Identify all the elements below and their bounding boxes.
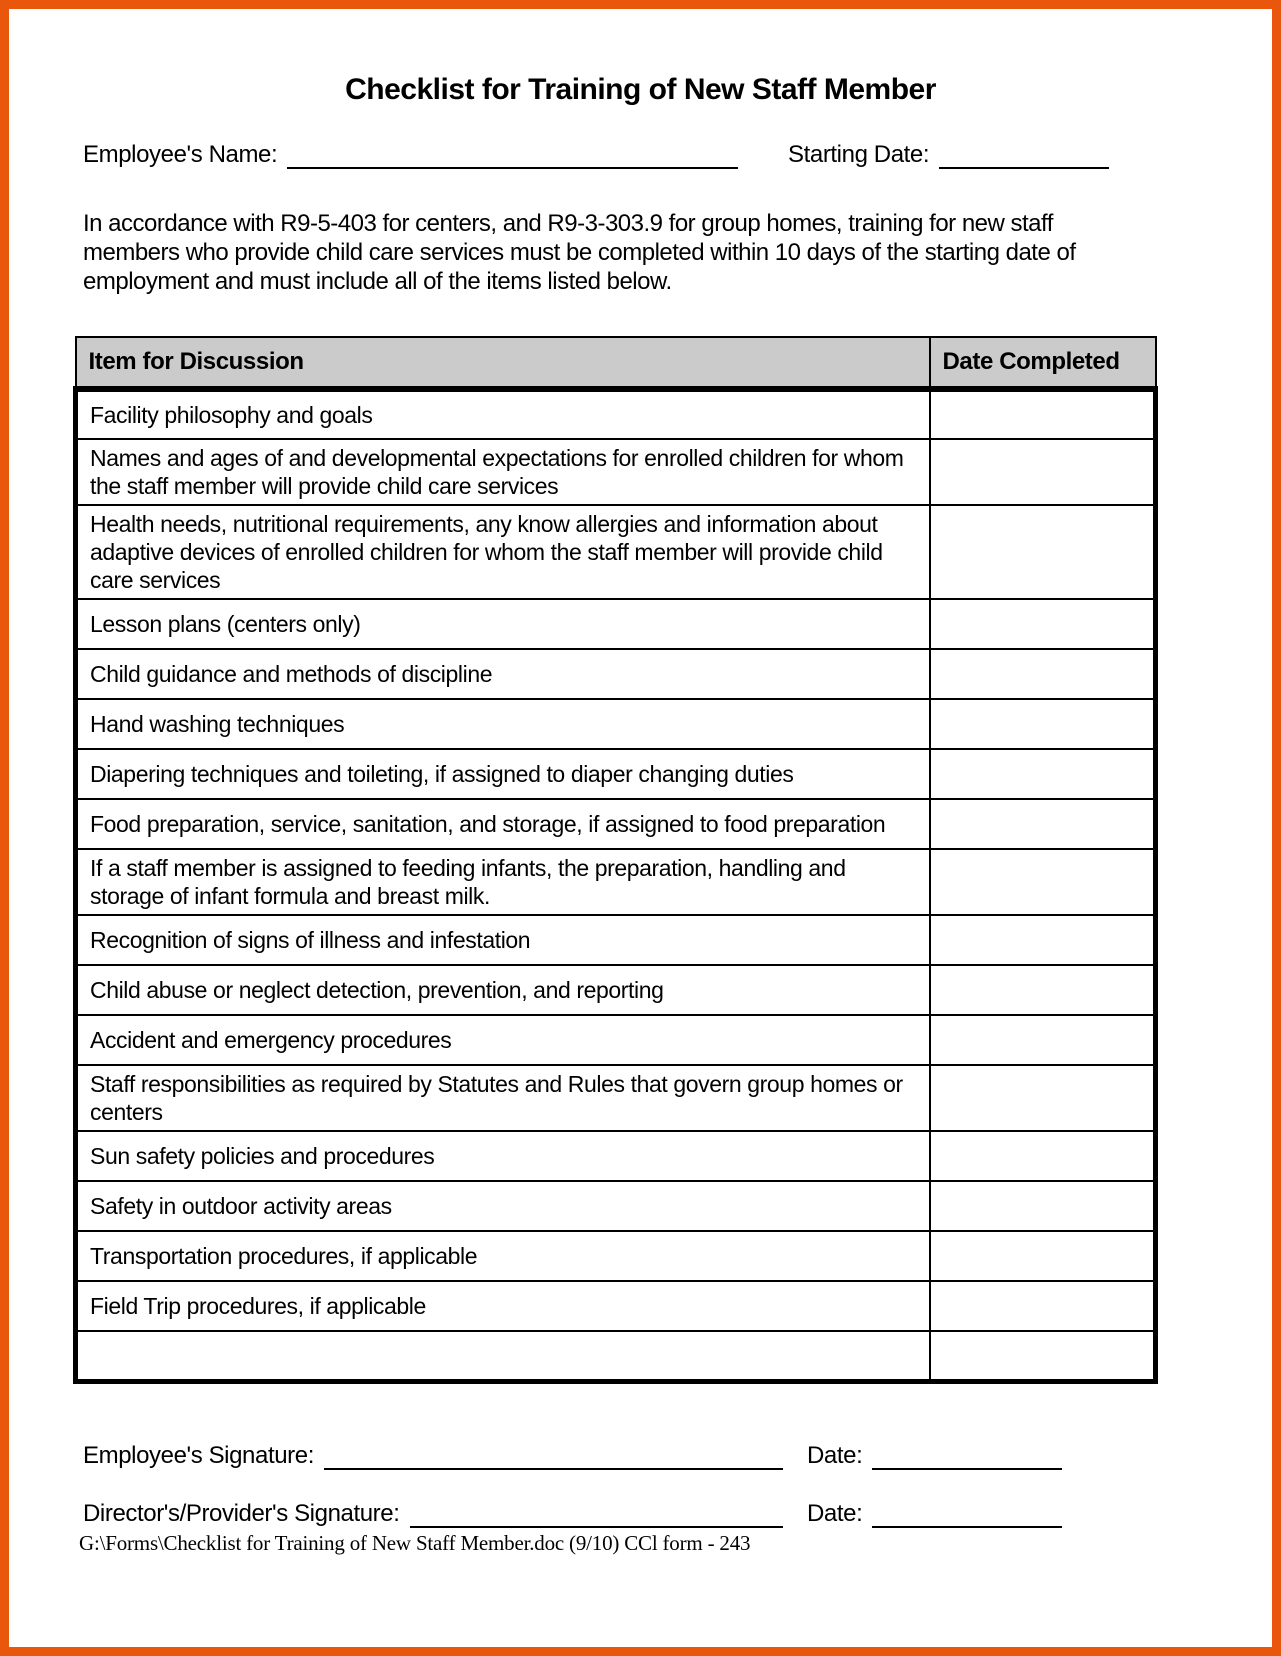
employee-name-label: Employee's Name: [83,141,278,168]
item-cell: Food preparation, service, sanitation, and storage, if assigned to food preparation [76,799,930,849]
date-completed-cell[interactable] [930,799,1156,849]
table-row [76,1131,1156,1181]
item-cell: Facility philosophy and goals [76,389,930,439]
table-header-row [76,337,1156,389]
form-content [9,73,1272,1556]
date-completed-cell[interactable] [930,1015,1156,1065]
table-row-empty [76,1331,1156,1381]
item-cell: Child guidance and methods of discipline [76,649,930,699]
date-completed-cell[interactable] [930,749,1156,799]
director-signature-date-group [807,1500,1062,1528]
date-completed-header: Date Completed [930,337,1156,389]
item-cell: Accident and emergency procedures [76,1015,930,1065]
table-row [76,915,1156,965]
date-completed-cell[interactable] [930,1131,1156,1181]
date-completed-cell[interactable] [930,1065,1156,1131]
table-row [76,1281,1156,1331]
table-row [76,1181,1156,1231]
page-title: Checklist for Training of New Staff Member [345,73,936,106]
table-row [76,749,1156,799]
employee-name-group [83,141,738,169]
item-cell: Transportation procedures, if applicable [76,1231,930,1281]
item-cell: Field Trip procedures, if applicable [76,1281,930,1331]
table-header [76,337,1156,389]
item-cell: Health needs, nutritional requirements, any know allergies and information about adaptive devices of enrolled children for whom the staff member will provide child care services [76,505,930,599]
item-cell: Staff responsibilities as required by Statutes and Rules that govern group homes or centers [76,1065,930,1131]
date-completed-cell[interactable] [930,1181,1156,1231]
date-completed-cell[interactable] [930,649,1156,699]
date-completed-cell[interactable] [930,599,1156,649]
item-cell: Safety in outdoor activity areas [76,1181,930,1231]
table-row [76,1065,1156,1131]
table-row [76,699,1156,749]
training-checklist-table [73,336,1158,1384]
table-row [76,1231,1156,1281]
date-completed-cell[interactable] [930,389,1156,439]
date-completed-cell[interactable] [930,1331,1156,1381]
item-cell [76,1331,930,1381]
employee-signature-row [83,1442,1208,1470]
item-cell: Hand washing techniques [76,699,930,749]
date-completed-cell[interactable] [930,1231,1156,1281]
employee-name-row [83,141,1208,169]
date-completed-cell[interactable] [930,965,1156,1015]
table-row [76,649,1156,699]
employee-signature-date-group [807,1442,1062,1470]
employee-signature-label: Employee's Signature: [83,1441,314,1469]
item-cell: Recognition of signs of illness and infestation [76,915,930,965]
employee-signature-group [83,1442,783,1470]
intro-paragraph: In accordance with R9-5-403 for centers, and R9-3-303.9 for group homes, training for new staff members who provide child care services must be completed within 10 days of the starting date of employment and must include all of the items listed below. [83,210,1076,295]
director-signature-blank[interactable] [410,1502,784,1527]
table-row [76,439,1156,505]
item-cell: Child abuse or neglect detection, prevention, and reporting [76,965,930,1015]
footer-file-path: G:\Forms\Checklist for Training of New Staff Member.doc (9/10) CCl form - 243 [79,1530,751,1555]
table-row [76,389,1156,439]
date-completed-cell[interactable] [930,505,1156,599]
starting-date-label: Starting Date: [788,141,930,168]
date-completed-cell[interactable] [930,699,1156,749]
item-cell: Names and ages of and developmental expectations for enrolled children for whom the staff member will provide child care services [76,439,930,505]
director-signature-group [83,1500,783,1528]
item-cell: Sun safety policies and procedures [76,1131,930,1181]
date-completed-cell[interactable] [930,1281,1156,1331]
date-completed-cell[interactable] [930,849,1156,915]
table-row [76,1015,1156,1065]
director-signature-label: Director's/Provider's Signature: [83,1499,400,1527]
table-body [76,389,1156,1381]
table-row [76,849,1156,915]
date-completed-cell[interactable] [930,915,1156,965]
date-completed-cell[interactable] [930,439,1156,505]
table-row [76,505,1156,599]
employee-signature-blank[interactable] [324,1444,783,1469]
director-signature-row [83,1500,1208,1528]
item-cell: Diapering techniques and toileting, if assigned to diaper changing duties [76,749,930,799]
item-for-discussion-header: Item for Discussion [76,337,930,389]
employee-signature-date-blank[interactable] [872,1444,1062,1469]
starting-date-blank[interactable] [939,144,1109,169]
employee-name-blank[interactable] [287,144,738,169]
table-row [76,965,1156,1015]
date-label: Date: [807,1441,863,1469]
item-cell: Lesson plans (centers only) [76,599,930,649]
director-signature-date-blank[interactable] [872,1502,1062,1527]
item-cell: If a staff member is assigned to feeding infants, the preparation, handling and storage of infant formula and breast milk. [76,849,930,915]
table-row [76,599,1156,649]
table-row [76,799,1156,849]
date-label: Date: [807,1499,863,1527]
